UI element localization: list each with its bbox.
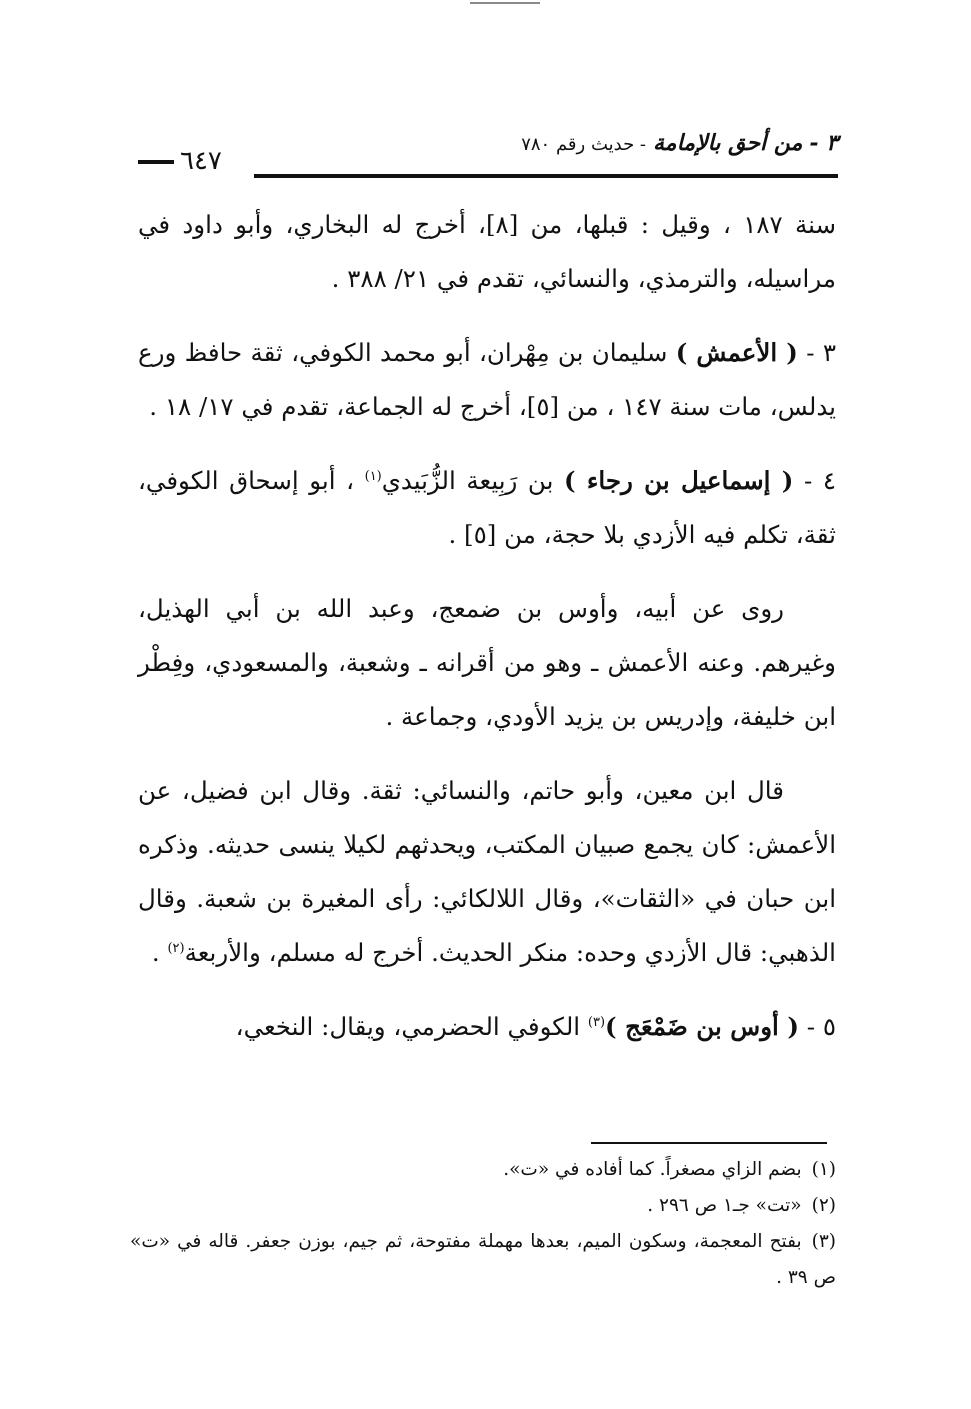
paragraph-text: روى عن أبيه، وأوس بن ضمعج، وعبد الله بن أبي الهذيل، وغيرهم. وعنه الأعمش ـ وهو من أقرانه ـ وشعبة، والمسعودي، وفِطْر ابن خليفة، وإدريس بن يزيد الأودي، وجماعة .	[138, 594, 836, 731]
footnote-reference: (١)	[364, 468, 382, 484]
chapter-number: ٣ -	[809, 130, 838, 156]
footnote-reference: (٢)	[167, 940, 185, 956]
footnote-number: (٢)	[811, 1195, 836, 1216]
entry-text: بن رَبِيعة الزُّبَيدي	[381, 466, 564, 495]
footnote-3	[130, 1224, 836, 1296]
hadith-reference: - حديث رقم ٧٨٠	[521, 134, 647, 155]
page-number: ٦٤٧	[180, 146, 222, 176]
narrator-name: ( إسماعيل بن رجاء )	[563, 466, 794, 495]
footnote-reference: (٣)	[587, 1014, 606, 1030]
footnote-number: (١)	[811, 1159, 836, 1180]
entry-number: ٤ -	[793, 466, 837, 495]
paragraph-text: .	[151, 938, 168, 967]
header-title	[521, 130, 838, 156]
narrations-paragraph	[138, 582, 836, 744]
footnote-text: بضم الزاي مصغراً. كما أفاده في «ت».	[503, 1159, 802, 1180]
narrator-name: ( أوس بن ضَمْعَج )	[605, 1012, 799, 1041]
page-number-dash	[138, 160, 174, 164]
paragraph-text: سنة ١٨٧ ، وقيل : قبلها، من [٨]، أخرج له البخاري، وأبو داود في مراسيله، والترمذي، والنسائي، تقدم في ٢١/ ٣٨٨ .	[138, 210, 836, 293]
entry-number: ٥ -	[798, 1012, 836, 1041]
narrator-name: ( الأعمش )	[675, 338, 798, 367]
top-edge-mark	[470, 2, 540, 4]
narrator-entry-4	[138, 454, 836, 562]
footnote-number: (٣)	[811, 1231, 836, 1252]
footnote-separator	[591, 1142, 827, 1144]
chapter-title: من أحق بالإمامة	[653, 130, 803, 156]
header-rule	[254, 174, 838, 178]
entry-text: ، أبو إسحاق الكوفي، ثقة، تكلم فيه الأزدي بلا حجة، من [٥] .	[138, 466, 836, 549]
footnote-1	[130, 1152, 836, 1188]
narrator-entry-5	[138, 1000, 836, 1054]
footnote-text: بفتح المعجمة، وسكون الميم، بعدها مهملة مفتوحة، ثم جيم، بوزن جعفر. قاله في «ت» ص ٣٩ .	[130, 1231, 836, 1288]
footnote-2	[130, 1188, 836, 1224]
entry-text: الكوفي الحضرمي، ويقال: النخعي،	[235, 1012, 588, 1041]
paragraph-text: قال ابن معين، وأبو حاتم، والنسائي: ثقة. وقال ابن فضيل، عن الأعمش: كان يجمع صبيان المكتب، ويحدثهم لكيلا ينسى حديثه. وذكره ابن حبان في «الثقات»، وقال اللالكائي: رأى المغيرة بن شعبة. وقال الذهبي: قال الأزدي وحده: منكر الحديث. أخرج له مسلم، والأربعة	[138, 776, 836, 967]
running-header	[138, 128, 838, 182]
entry-text: سليمان بن مِهْران، أبو محمد الكوفي، ثقة حافظ ورع يدلس، مات سنة ١٤٧ ، من [٥]، أخرج له الجماعة، تقدم في ١٧/ ١٨ .	[138, 338, 836, 421]
main-text	[138, 198, 836, 1074]
footnotes	[130, 1152, 836, 1296]
assessment-paragraph	[138, 764, 836, 980]
footnote-text: «تت» جـ١ ص ٢٩٦ .	[647, 1195, 802, 1216]
paragraph-continuation	[138, 198, 836, 306]
entry-number: ٣ -	[797, 338, 836, 367]
narrator-entry-3	[138, 326, 836, 434]
